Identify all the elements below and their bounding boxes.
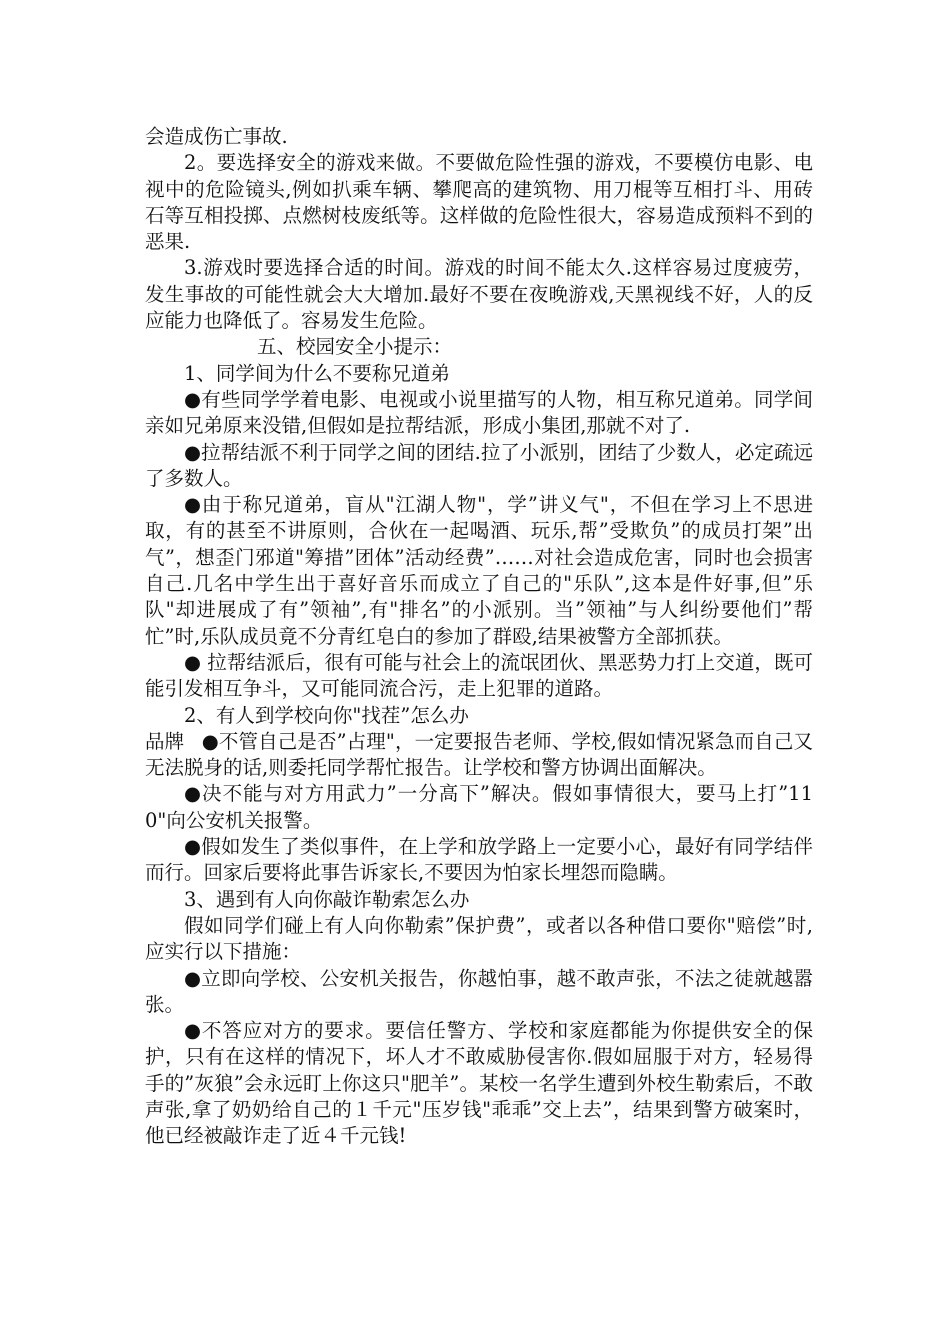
bullet-paragraph: ●由于称兄道弟，盲从"江湖人物"，学”讲义气"，不但在学习上不思进取，有的甚至不讲原则，合伙在一起喝酒、玩乐,帮”受欺负”的成员打架”出气”，想歪门邪道"筹措”团体”活动经费”……对社会造成危害，同时也会损害自己.几名中学生出于喜好音乐而成立了自己的"乐队”,这本是件好事,但”乐队"却进展成了有”领袖”,有"排名”的小派别。当”领袖”与人纠纷要他们”帮忙”时,乐队成员竟不分青红皂白的参加了群殴,结果被警方全部抓获。 bbox=[145, 493, 813, 648]
bullet-paragraph: ●决不能与对方用武力”一分高下”解决。假如事情很大，要马上打”110"向公安机关报警。 bbox=[145, 782, 813, 832]
paragraph: 2。要选择安全的游戏来做。不要做危险性强的游戏，不要模仿电影、电视中的危险镜头,例如扒乘车辆、攀爬高的建筑物、用刀棍等互相打斗、用砖石等互相投掷、点燃树枝废纸等。这样做的危险性很大，容易造成预料不到的恶果. bbox=[145, 151, 813, 254]
bullet-paragraph: ●不答应对方的要求。要信任警方、学校和家庭都能为你提供安全的保护，只有在这样的情况下，坏人才不敢威胁侵害你.假如屈服于对方，轻易得手的”灰狼”会永远盯上你这只"肥羊”。某校一名学生遭到外校生勒索后，不敢声张,拿了奶奶给自己的１千元"压岁钱"乖乖”交上去”，结果到警方破案时，他已经被敲诈走了近４千元钱! bbox=[145, 1019, 813, 1148]
subsection-heading: 1、同学间为什么不要称兄道弟 bbox=[184, 361, 450, 385]
section-heading: 五、校园安全小提示： bbox=[257, 335, 453, 359]
subsection-heading: 3、遇到有人向你敲诈勒索怎么办 bbox=[184, 887, 470, 911]
paragraph: 假如同学们碰上有人向你勒索”保护费”，或者以各种借口要你"赔偿”时,应实行以下措施： bbox=[145, 913, 813, 964]
paragraph: 会造成伤亡事故. bbox=[145, 125, 288, 148]
bullet-paragraph bbox=[145, 729, 813, 782]
bullet-paragraph: ● 拉帮结派后，很有可能与社会上的流氓团伙、黑恶势力打上交道，既可能引发相互争斗，又可能同流合污，走上犯罪的道路。 bbox=[145, 650, 813, 701]
subsection-heading: 2、有人到学校向你"找茬”怎么办 bbox=[184, 703, 469, 727]
paragraph-text: ●不管自己是否”占理"，一定要报告老师、学校,假如情况紧急而自己又无法脱身的话,则委托同学帮忙报告。让学校和警方协调出面解决。 bbox=[145, 729, 813, 780]
document-page bbox=[145, 124, 813, 1150]
bullet-paragraph: ●立即向学校、公安机关报告，你越怕事，越不敢声张，不法之徒就越嚣张。 bbox=[145, 966, 813, 1016]
paragraph: 3.游戏时要选择合适的时间。游戏的时间不能太久.这样容易过度疲劳，发生事故的可能性就会大大增加.最好不要在夜晚游戏,天黑视线不好，人的反应能力也降低了。容易发生危险。 bbox=[145, 256, 813, 333]
bullet-paragraph: ●有些同学学着电影、电视或小说里描写的人物，相互称兄道弟。同学间亲如兄弟原来没错,但假如是拉帮结派，形成小集团,那就不对了. bbox=[145, 387, 813, 438]
bullet-paragraph: ●假如发生了类似事件，在上学和放学路上一定要小心，最好有同学结伴而行。回家后要将此事告诉家长,不要因为怕家长埋怨而隐瞒。 bbox=[145, 835, 813, 885]
brand-label: 品牌 bbox=[145, 729, 185, 753]
bullet-paragraph: ●拉帮结派不利于同学之间的团结.拉了小派别，团结了少数人，必定疏远了多数人。 bbox=[145, 440, 813, 490]
